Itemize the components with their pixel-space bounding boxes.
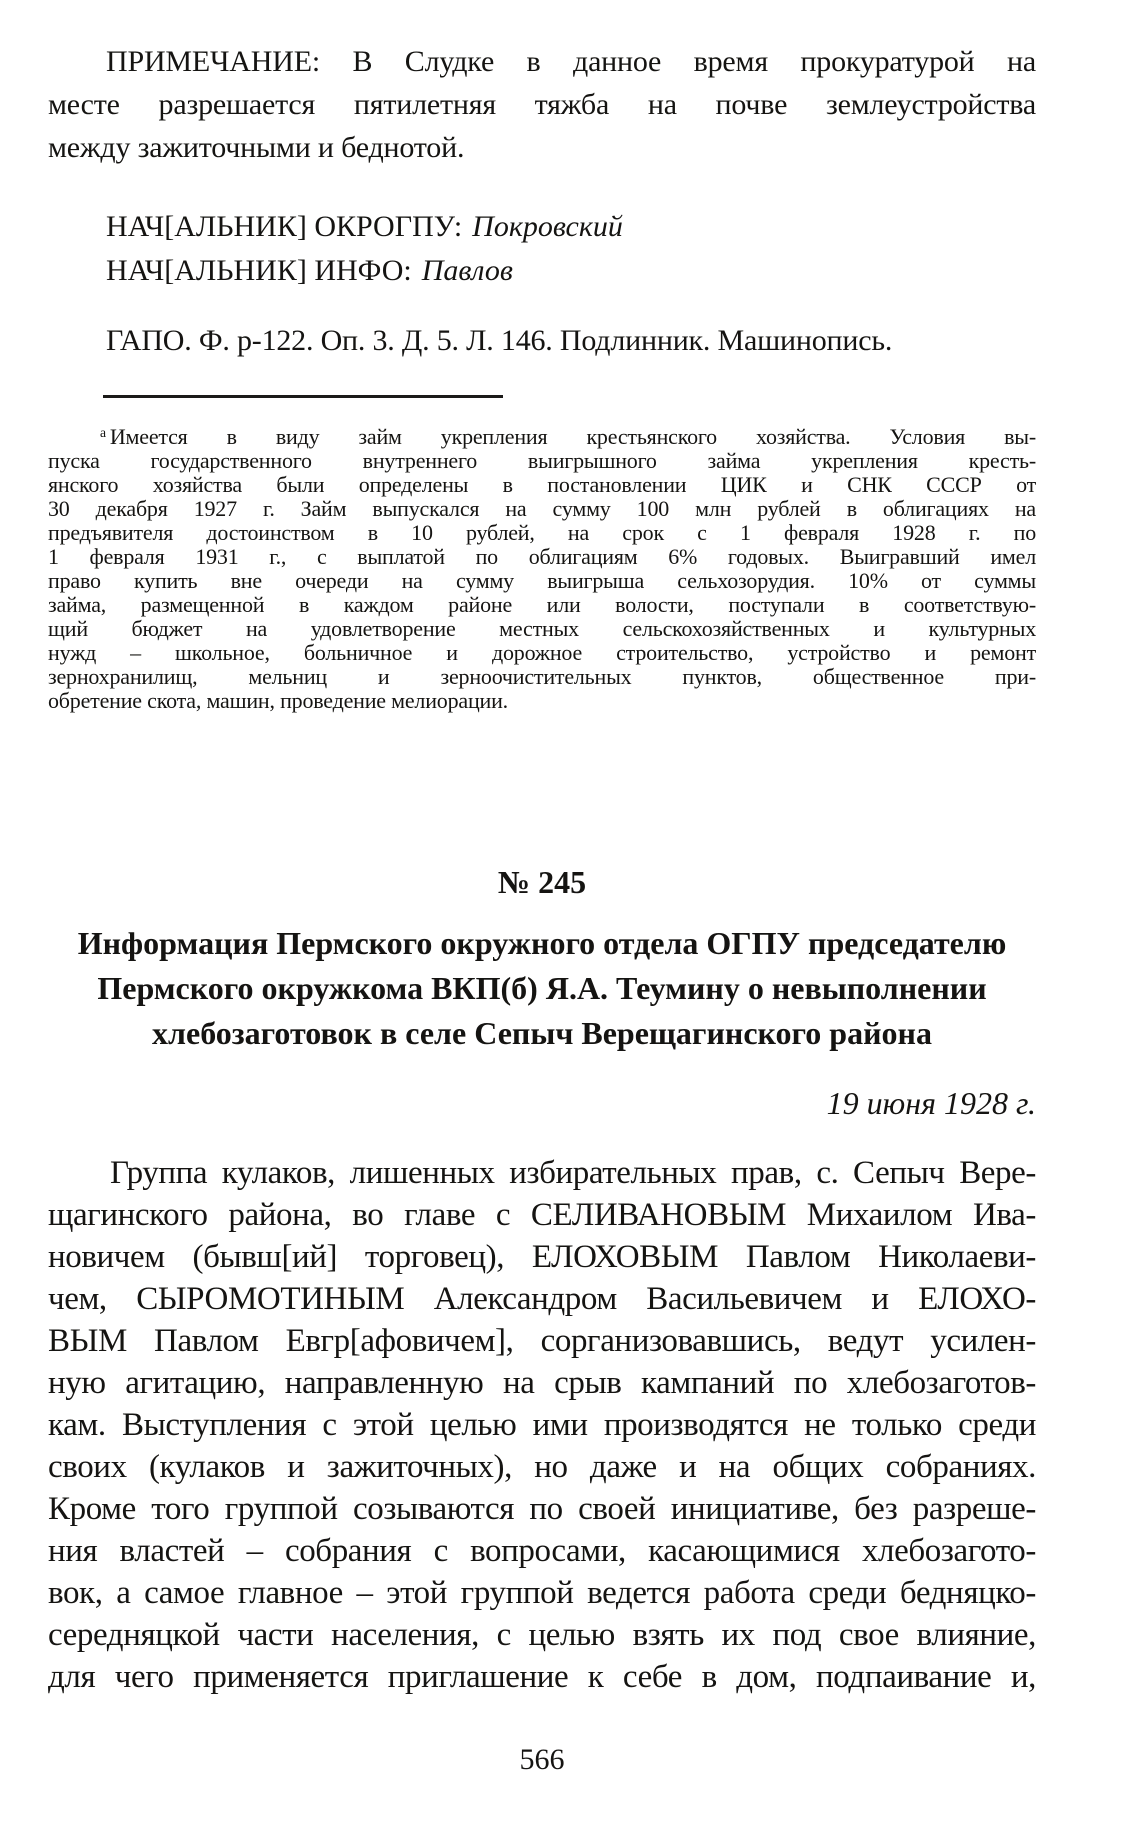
text-line: между зажиточными и беднотой. <box>48 131 465 164</box>
signature-name: Покровский <box>472 210 623 243</box>
text-line: ния властей – собрания с вопросами, касающимися хлебозагото- <box>48 1532 1036 1569</box>
text-line: ВЫМ Павлом Евгр[афовичем], сорганизовавшись, ведут усилен- <box>48 1322 1036 1359</box>
signature-role: НАЧ[АЛЬНИК] ИНФО: <box>106 254 412 287</box>
document-title <box>48 921 1036 1056</box>
text-line: право купить вне очереди на сумму выигрыша сельхозорудия. 10% от суммы <box>48 567 1036 593</box>
document-body <box>48 1152 1036 1698</box>
text-line: месте разрешается пятилетняя тяжба на почве землеустройства <box>48 88 1036 121</box>
note-paragraph <box>48 40 1036 169</box>
text-line: $^а$ Имеется в виду займ укрепления крестьянского хозяйства. Условия вы- <box>100 423 1036 449</box>
signature-block <box>106 205 1036 293</box>
page-number: 566 <box>519 1742 565 1776</box>
text-line: кам. Выступления с этой целью ими производятся не только среди <box>48 1406 1036 1443</box>
text-line: ную агитацию, направленную на срыв кампаний по хлебозаготов- <box>48 1364 1036 1401</box>
text-line: предъявителя достоинством в 10 рублей, на срок с 1 февраля 1928 г. по <box>48 519 1036 545</box>
text-line: щагинского района, во главе с СЕЛИВАНОВЫМ Михаилом Ива- <box>48 1196 1036 1233</box>
text-line: для чего применяется приглашение к себе в дом, подпаивание и, <box>48 1658 1036 1695</box>
text-line: янского хозяйства были определены в постановлении ЦИК и СНК СССР от <box>48 471 1036 497</box>
text-line: нужд – школьное, больничное и дорожное строительство, устройство и ремонт <box>48 639 1036 665</box>
text-line: 30 декабря 1927 г. Займ выпускался на сумму 100 млн рублей в облигациях на <box>48 495 1036 521</box>
footnote-separator <box>103 395 503 398</box>
text-line: обретение скота, машин, проведение мелиорации. <box>48 687 508 713</box>
text-line: щий бюджет на удовлетворение местных сельскохозяйственных и культурных <box>48 615 1036 641</box>
text-line: 1 февраля 1931 г., с выплатой по облигациям 6% годовых. Выигравший имел <box>48 543 1036 569</box>
signature-name: Павлов <box>421 254 513 287</box>
text-line: Кроме того группой созываются по своей инициативе, без разреше- <box>48 1490 1036 1527</box>
document-number: № 245 <box>497 863 587 900</box>
text-line: хлебозаготовок в селе Сепыч Верещагинского района <box>152 1014 932 1051</box>
document-date: 19 июня 1928 г. <box>826 1084 1036 1121</box>
text-line: новичем (бывш[ий] торговец), ЕЛОХОВЫМ Павлом Николаеви- <box>48 1238 1036 1275</box>
signature-line-okrogpu <box>106 205 1036 249</box>
text-line: чем, СЫРОМОТИНЫМ Александром Васильевичем и ЕЛОХО- <box>48 1280 1036 1317</box>
text-line: ПРИМЕЧАНИЕ: В Слудке в данное время прокуратурой на <box>106 45 1036 78</box>
footnote-marker: а <box>100 425 106 440</box>
signature-line-info <box>106 249 1036 293</box>
text-line: зернохранилищ, мельниц и зерноочистительных пунктов, общественное при- <box>48 663 1036 689</box>
footnote <box>48 421 1036 713</box>
text-line: пуска государственного внутреннего выигрышного займа укрепления кресть- <box>48 447 1036 473</box>
archive-reference: ГАПО. Ф. р-122. Оп. 3. Д. 5. Л. 146. Подлинник. Машинопись. <box>106 324 893 357</box>
text-line: Информация Пермского окружного отдела ОГПУ председателю <box>77 924 1007 961</box>
text-line: своих (кулаков и зажиточных), но даже и на общих собраниях. <box>48 1448 1036 1485</box>
previous-document-end <box>48 40 1036 362</box>
signature-role: НАЧ[АЛЬНИК] ОКРОГПУ: <box>106 210 463 243</box>
text-line: Группа кулаков, лишенных избирательных прав, с. Сепыч Вере- <box>110 1154 1036 1191</box>
text-line: Пермского окружкома ВКП(б) Я.А. Теумину о невыполнении <box>97 969 987 1006</box>
document-245 <box>48 861 1036 1698</box>
text-line: займа, размещенной в каждом районе или волости, поступали в соответствую- <box>48 591 1036 617</box>
text-line: середняцкой части населения, с целью взять их под свое влияние, <box>48 1616 1036 1653</box>
text-line: вок, а самое главное – этой группой ведется работа среди бедняцко- <box>48 1574 1036 1611</box>
